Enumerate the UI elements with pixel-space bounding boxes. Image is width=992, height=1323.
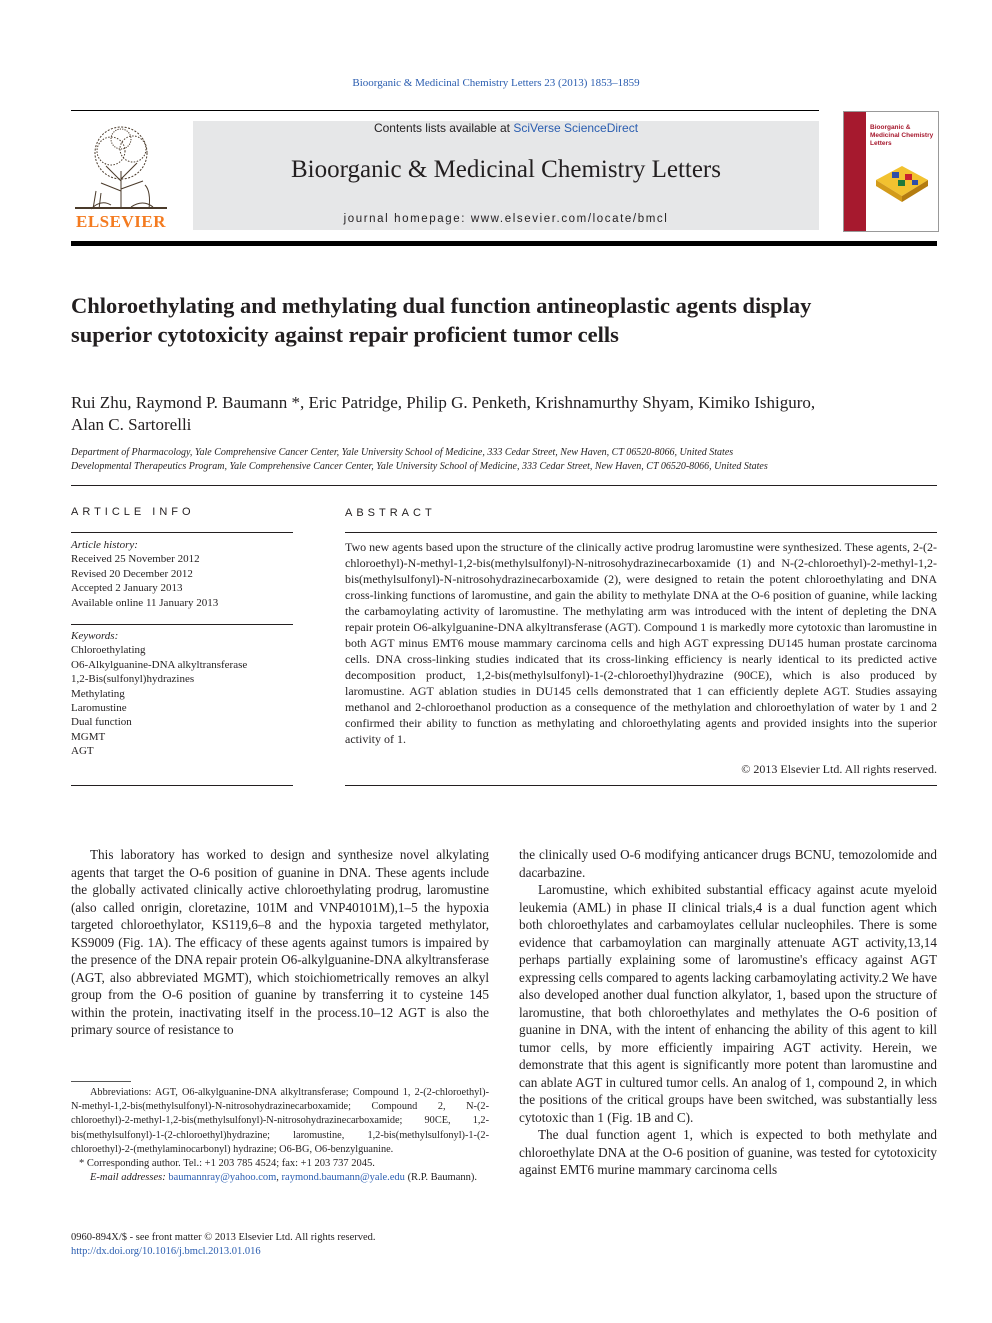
issn-line: 0960-894X/$ - see front matter © 2013 Elsevier Ltd. All rights reserved. <box>71 1232 376 1243</box>
body-paragraph: Laromustine, which exhibited substantial efficacy against acute myeloid leukemia (AML) in phase II clinical trials,4 is a dual function agent which both chloroethylates and carbamoylates cellular nucleophiles. There is some evidence that carbamoylation can marginally attenuate AGT activity,13,14 perhaps partially explaining some of laromustine's efficacy against AGT expressing cells compared to agents lacking carbamoylating activity.2 We have also developed another dual function alkylator, 1, based upon the structure of laromustine, that both chloroethylates and methylates the O-6 position of guanine in DNA, with the intent of enhancing the ability of this agent to kill tumor cells, by more efficiently impairing AGT activity. Herein, we demonstrate that this agent is significantly more potent than laromustine and can ablate AGT in cultured tumor cells. An analog of 1, compound 2, in which the positions of the critical groups have been switched, was substantially less cytotoxic than 1 (Fig. 1B and C). <box>519 882 937 1125</box>
author-list <box>71 392 941 436</box>
footnote-corresponding: * Corresponding author. Tel.: +1 203 785 4524; fax: +1 203 737 2045. <box>79 1158 375 1170</box>
authors-line-1: Rui Zhu, Raymond P. Baumann *, Eric Patridge, Philip G. Penketh, Krishnamurthy Shyam, Kimiko Ishiguro, <box>71 393 816 412</box>
authors-line-2: Alan C. Sartorelli <box>71 415 192 434</box>
keyword-item: 1,2-Bis(sulfonyl)hydrazines <box>71 673 195 686</box>
publication-info <box>71 1231 489 1259</box>
contents-line <box>193 121 819 135</box>
header-thick-rule <box>71 241 937 246</box>
keyword-item: Chloroethylating <box>71 644 146 657</box>
abstract-heading: ABSTRACT <box>345 507 436 519</box>
elsevier-wordmark[interactable]: ELSEVIER <box>76 212 166 231</box>
history-revised: Revised 20 December 2012 <box>71 567 193 580</box>
journal-citation[interactable]: Bioorganic & Medicinal Chemistry Letters 23 (2013) 1853–1859 <box>352 77 640 89</box>
history-rule <box>71 624 293 625</box>
body-left-column <box>71 846 489 1039</box>
email-owner: (R.P. Baumann). <box>407 1172 477 1184</box>
history-online: Available online 11 January 2013 <box>71 596 219 609</box>
abstract-bottom-rule <box>345 785 937 786</box>
body-paragraph: The dual function agent 1, which is expected to both methylate and chloroethylate DNA at the O-6 position of guanine, was tested for cytotoxicity against EMT6 murine mammary carcinoma cells <box>519 1127 937 1177</box>
article-title: Chloroethylating and methylating dual function antineoplastic agents display superior cytotoxicity against repair proficient tumor cells <box>71 293 812 347</box>
keyword-item: MGMT <box>71 730 106 743</box>
footnote-abbreviations: Abbreviations: AGT, O6-alkylguanine-DNA alkyltransferase; Compound 1, 2-(2-chloroethyl)-N-methyl-1,2-bis(methylsulfonyl)-N-nitrosohydrazinecarboxamide; Compound 2, N-(2-chloroethyl)-2-methyl-1,2-bis(methylsulfonyl)-N-nitrosohydrazinecarboxamide; 90CE, 1,2-bis(methylsulfonyl)-1-(2-chloroethyl)hydrazine; laromustine, 1,2-bis(methylsulfonyl)-1-(2-chloroethyl)-2-(methylaminocarbonyl) hydrazine; O6-BG, O6-benzylguanine. <box>71 1087 489 1155</box>
article-info-heading: ARTICLE INFO <box>71 506 195 518</box>
affiliation-1: Department of Pharmacology, Yale Comprehensive Cancer Center, Yale University School of Medicine, 333 Cedar Street, New Haven, CT 06520-8066, United States <box>71 447 734 458</box>
journal-title: Bioorganic & Medicinal Chemistry Letters <box>290 156 721 183</box>
affiliation-rule <box>71 485 937 486</box>
article-info-rule <box>71 532 293 533</box>
email-link-1[interactable]: baumannray@yahoo.com <box>168 1172 277 1184</box>
body-paragraph: the clinically used O-6 modifying anticancer drugs BCNU, temozolomide and dacarbazine. <box>519 847 937 880</box>
keywords-list <box>71 629 293 759</box>
contents-prefix: Contents lists available at <box>373 121 514 135</box>
history-label: Article history: <box>71 539 138 551</box>
journal-cover-thumbnail[interactable] <box>843 111 939 232</box>
cover-red-band <box>844 112 866 231</box>
sciencedirect-link[interactable]: SciVerse ScienceDirect <box>513 121 639 135</box>
affiliations <box>71 446 941 474</box>
keywords-label: Keywords: <box>71 630 119 642</box>
keyword-item: Laromustine <box>71 702 127 715</box>
history-accepted: Accepted 2 January 2013 <box>71 582 183 595</box>
email-link-2[interactable]: raymond.baumann@yale.edu <box>281 1172 405 1184</box>
history-received: Received 25 November 2012 <box>71 553 200 566</box>
affiliation-2: Developmental Therapeutics Program, Yale Comprehensive Cancer Center, Yale University School of Medicine, 333 Cedar Street, New Haven, CT 06520-8066, United States <box>71 461 768 472</box>
cover-illustration <box>872 156 932 204</box>
keyword-item: Dual function <box>71 716 132 729</box>
footnotes <box>71 1086 489 1185</box>
keyword-item: Methylating <box>71 687 125 700</box>
abstract-top-rule <box>345 532 937 533</box>
abstract-text: Two new agents based upon the structure of the clinically active prodrug laromustine were synthesized. These agents, 2-(2-chloroethyl)-N-methyl-1,2-bis(methylsulfonyl)-N-nitrosohydrazinecarboxamide (1) and N-(2-chloroethyl)-2-methyl-1,2-bis(methylsulfonyl)-N-nitrosohydrazinecarboxamide (2), were designed to retain the potent chloroethylating and DNA cross-linking functions of laromustine, and gain the ability to methylate DNA at the O-6 position of guanine, while lacking the carbamoylating activity of laromustine. The methylating arm was introduced with the intent of depleting the DNA repair protein O6-alkylguanine-DNA alkyltransferase (AGT). Compound 1 is markedly more cytotoxic than laromustine in both AGT minus EMT6 mouse mammary carcinoma cells and high AGT expressing DU145 human prostate carcinoma cells. DNA cross-linking studies indicated that its cross-linking efficiency is nearly identical to its predicted active decomposition product, 1,2-bis(methylsulfonyl)-1-(2-chloroethyl)hydrazine (90CE), which is also produced by laromustine. AGT ablation studies in DU145 cells demonstrated that 1 can efficiently deplete AGT. Studies assaying methanol and 2-chloroethanol production as a consequence of the methylation and chloroethylation of water by 1 and 2 confirmed their ability to function as methylating and chloroethylating agents and provided insights into the superior activity of 1. <box>345 540 937 746</box>
keywords-rule <box>71 785 293 786</box>
keyword-item: O6-Alkylguanine-DNA alkyltransferase <box>71 658 248 671</box>
body-paragraph: This laboratory has worked to design and synthesize novel alkylating agents that target the O-6 position of guanine in DNA. These agents include the globally activated clinically active chloroethylating prodrug, laromustine (also called onrigin, cloretazine, 101M and VNP40101M),1–5 the hypoxia targeted chloroethylator, KS119,6–8 and the hypoxia targeted methylator, KS9009 (Fig. 1A). The efficacy of these agents against tumors is impaired by the presence of the DNA repair protein O6-alkylguanine-DNA alkyltransferase (AGT, also abbreviated MGMT), which stoichiometrically removes an alkyl group from the O-6 position of guanine by transferring it to cysteine 145 within the protein, inactivating itself in the process.10–12 AGT is also the primary source of resistance to <box>71 847 489 1037</box>
doi-link[interactable]: http://dx.doi.org/10.1016/j.bmcl.2013.01.016 <box>71 1246 261 1258</box>
body-right-column <box>519 846 937 1179</box>
footnote-emails: E-mail addresses: baumannray@yahoo.com, raymond.baumann@yale.edu (R.P. Baumann). <box>90 1172 477 1184</box>
email-label: E-mail addresses: <box>90 1172 166 1184</box>
keyword-item: AGT <box>71 745 94 758</box>
article-history <box>71 538 293 610</box>
abstract-copyright: © 2013 Elsevier Ltd. All rights reserved. <box>741 762 937 776</box>
footnote-rule <box>71 1081 131 1082</box>
journal-homepage[interactable]: journal homepage: www.elsevier.com/locate/bmcl <box>343 213 669 225</box>
cover-title: Bioorganic & Medicinal Chemistry Letters <box>870 124 934 147</box>
header-rule <box>71 110 819 111</box>
